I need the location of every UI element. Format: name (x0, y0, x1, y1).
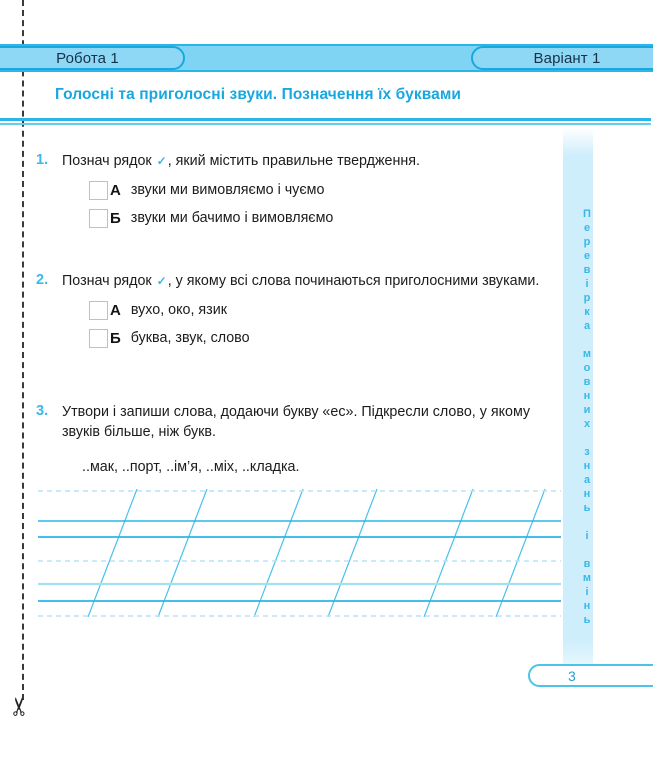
section-tab-label: Перевірка мовних знань і вмінь (581, 208, 593, 628)
task-2-prompt-part1: Познач рядок (62, 273, 156, 289)
work-badge-label: Робота 1 (56, 49, 119, 67)
checkbox-1b[interactable] (89, 209, 108, 228)
task-2-number: 2. (36, 272, 49, 288)
task-1-option-a-text: звуки ми вимовляємо і чуємо (130, 182, 325, 198)
task-3-number: 3. (36, 403, 49, 419)
task-2-option-a-letter: А (110, 301, 121, 319)
variant-badge-label: Варіант 1 (533, 49, 601, 67)
scissors-icon: ✂ (5, 696, 34, 717)
task-1-option-b-text: звуки ми бачимо і вимовляємо (130, 210, 334, 226)
band-edge-bottom (0, 70, 653, 72)
handwriting-ruling (38, 489, 561, 617)
task-1-option-b-letter: Б (110, 209, 121, 227)
task-3-prompt: Утвори і запиши слова, додаючи букву «ес». Підкресли слово, у якому звуків більше, ніж букв. (62, 404, 531, 440)
header-band (0, 46, 653, 70)
task-2 (36, 272, 548, 348)
task-2-option-b-letter: Б (110, 329, 121, 347)
task-2-prompt-part2: , у якому всі слова починаються приголосними звуками. (167, 273, 540, 289)
section-tab (563, 128, 593, 668)
task-1 (36, 152, 536, 228)
task-3-word-list: ..мак, ..порт, ..ім’я, ..міх, ..кладка. (82, 459, 300, 475)
horizontal-ruling (38, 491, 561, 616)
cut-guide-line (22, 0, 24, 700)
check-icon: ✓ (156, 274, 167, 288)
footer-page-bar (528, 664, 653, 687)
task-1-number: 1. (36, 152, 49, 168)
task-3 (36, 403, 558, 475)
checkbox-2b[interactable] (89, 329, 108, 348)
task-2-option-b[interactable] (89, 329, 548, 348)
task-1-prompt-part2: , який містить правильне твердження. (167, 153, 420, 169)
task-2-prompt (62, 272, 548, 292)
task-1-option-a-letter: А (110, 181, 121, 199)
task-2-option-b-text: буква, звук, слово (130, 330, 250, 346)
page-title: Голосні та приголосні звуки. Позначення їх буквами (55, 86, 462, 103)
checkbox-1a[interactable] (89, 181, 108, 200)
task-1-option-b[interactable] (89, 209, 536, 228)
variant-badge (471, 46, 653, 70)
checkbox-2a[interactable] (89, 301, 108, 320)
check-icon: ✓ (156, 154, 167, 168)
task-2-option-a[interactable] (89, 301, 548, 320)
task-1-option-a[interactable] (89, 181, 536, 200)
title-rule-thick (0, 118, 651, 121)
task-2-option-a-text: вухо, око, язик (130, 302, 227, 318)
task-1-prompt (62, 152, 536, 172)
page-number: 3 (568, 667, 576, 684)
title-rule-thin (0, 123, 651, 125)
slanted-guides (88, 489, 545, 617)
task-1-prompt-part1: Познач рядок (62, 153, 156, 169)
work-badge (0, 46, 185, 70)
